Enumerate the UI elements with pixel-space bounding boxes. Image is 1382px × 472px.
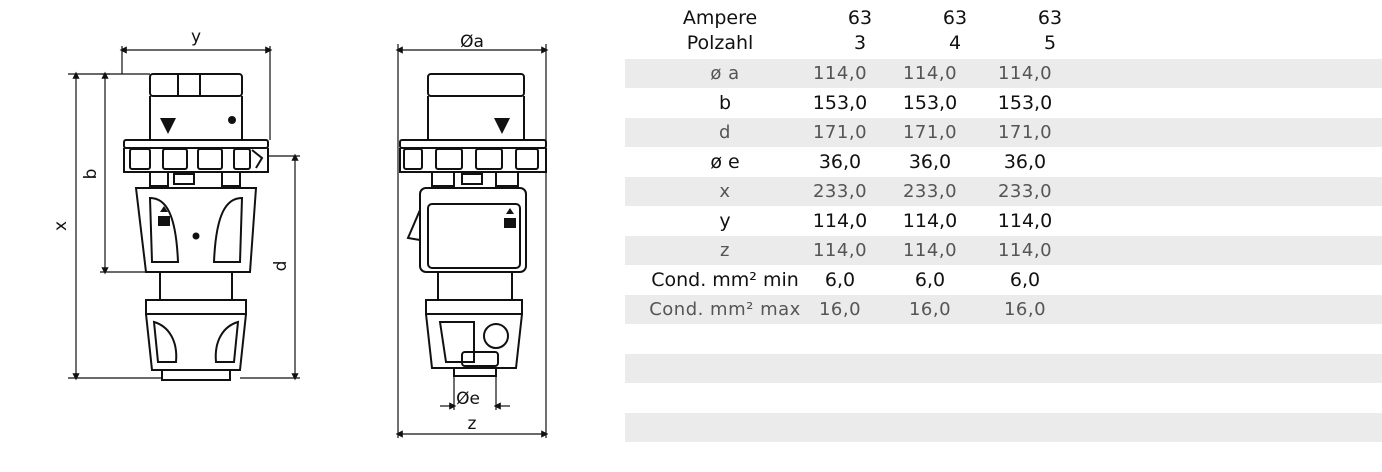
table-row [625, 266, 1382, 295]
table-row [625, 295, 1382, 324]
header-value: 63 [942, 7, 968, 29]
header-row-ampere [625, 6, 1382, 30]
cell: 6,0 [1009, 269, 1041, 291]
row-label: Cond. mm² max [649, 299, 801, 320]
left-view-plug [124, 74, 268, 380]
dim-label-b: b [81, 168, 101, 180]
cell: 153,0 [902, 92, 958, 114]
cell: 16,0 [818, 299, 862, 320]
empty-row [625, 354, 1382, 383]
dim-label-a: Øa [460, 32, 484, 52]
table-row [625, 89, 1382, 118]
cell: 114,0 [997, 210, 1053, 232]
spec-table [625, 0, 1382, 472]
row-label: ø e [710, 151, 740, 173]
cell: 114,0 [812, 63, 868, 84]
dim-label-z: z [467, 414, 477, 434]
table-row [625, 148, 1382, 177]
header-value: 63 [1037, 7, 1063, 29]
row-label: Cond. mm² min [651, 269, 799, 291]
cell: 6,0 [824, 269, 856, 291]
empty-row [625, 384, 1382, 413]
table-row [625, 207, 1382, 236]
cell: 153,0 [812, 92, 868, 114]
row-label: y [719, 210, 731, 232]
cell: 171,0 [997, 122, 1053, 143]
empty-row [625, 325, 1382, 354]
cell: 36,0 [908, 151, 952, 173]
header-label: Polzahl [686, 32, 754, 54]
row-label: z [720, 240, 730, 261]
cell: 16,0 [908, 299, 952, 320]
cell: 233,0 [997, 181, 1053, 202]
dim-label-d: d [271, 260, 291, 272]
dim-label-e: Øe [456, 389, 480, 409]
cell: 233,0 [812, 181, 868, 202]
right-view-plug [400, 74, 546, 376]
cell: 36,0 [818, 151, 862, 173]
cell: 114,0 [902, 63, 958, 84]
cell: 171,0 [902, 122, 958, 143]
technical-drawing [0, 0, 610, 472]
table-row [625, 177, 1382, 206]
dim-label-x: x [51, 220, 71, 232]
cell: 233,0 [902, 181, 958, 202]
header-value: 3 [853, 32, 867, 54]
header-value: 4 [948, 32, 962, 54]
cell: 114,0 [902, 240, 958, 261]
cell: 171,0 [812, 122, 868, 143]
row-label: d [719, 122, 731, 143]
row-label: x [719, 181, 731, 202]
table-row [625, 118, 1382, 147]
cell: 114,0 [812, 240, 868, 261]
header-label: Ampere [682, 7, 758, 29]
row-label: ø a [710, 63, 740, 84]
table-row [625, 236, 1382, 265]
header-value: 5 [1043, 32, 1057, 54]
cell: 6,0 [914, 269, 946, 291]
empty-row [625, 413, 1382, 442]
cell: 114,0 [997, 240, 1053, 261]
header-value: 63 [847, 7, 873, 29]
dim-label-y: y [190, 27, 202, 47]
header-row-polzahl [625, 31, 1382, 55]
cell: 153,0 [997, 92, 1053, 114]
cell: 114,0 [902, 210, 958, 232]
table-row [625, 59, 1382, 88]
cell: 36,0 [1003, 151, 1047, 173]
cell: 114,0 [997, 63, 1053, 84]
cell: 114,0 [812, 210, 868, 232]
row-label: b [718, 92, 732, 114]
cell: 16,0 [1003, 299, 1047, 320]
